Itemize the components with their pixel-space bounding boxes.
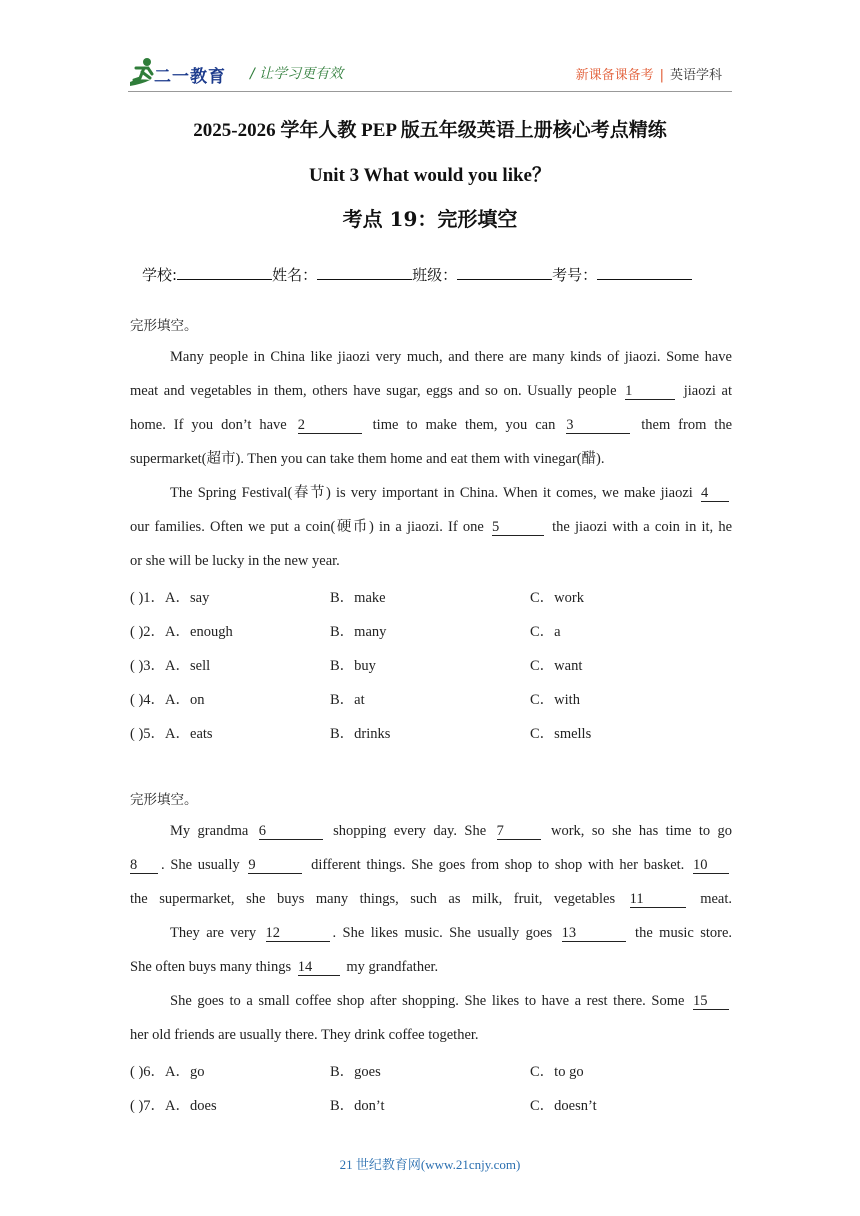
number-label: 考号： [552,266,598,284]
text: Many people in China like jiaozi very much, and there are many kinds of jiaozi. Some have [170,349,732,365]
option-c[interactable]: C．want [530,658,583,674]
text: supermarket(超市). Then you can take them home and eat them with vinegar(醋). [130,451,605,467]
blank-15[interactable]: 15 [693,993,729,1010]
text: The Spring Festival(春节) is very important in China. When it comes, we make jiaozi [170,485,693,501]
section1-paragraph1 [130,340,732,476]
option-a[interactable]: ( )4．A．on [130,692,205,708]
text: My grandma [170,823,249,839]
blank-6[interactable]: 6 [259,823,323,840]
option-b[interactable]: B．goes [330,1064,381,1080]
student-info [142,264,692,285]
option-b[interactable]: B．many [330,624,387,640]
option-c[interactable]: C．to go [530,1064,584,1080]
blank-10[interactable]: 10 [693,857,729,874]
section1-paragraph2 [130,476,732,578]
question-option-row[interactable] [130,688,732,708]
header-right [576,64,722,83]
text: home. If you don’t have [130,417,287,433]
blank-13[interactable]: 13 [562,925,626,942]
section2-paragraph2 [130,916,732,984]
text: jiaozi at [683,383,733,399]
class-label: 班级： [412,266,458,284]
option-c[interactable]: C．with [530,692,580,708]
text: or she will be lucky in the new year. [130,553,340,569]
blank-7[interactable]: 7 [497,823,541,840]
text: them from the [641,417,733,433]
question-option-row[interactable] [130,620,732,640]
text: meat and vegetables in them, others have sugar, eggs and so on. Usually people [130,383,617,399]
option-c[interactable]: C．a [530,624,561,640]
text: our families. Often we put a coin(硬币) in a jiaozi. If one [130,519,484,535]
slogan: / 让学习更有效 [250,66,344,82]
option-c[interactable]: C．doesn’t [530,1098,597,1114]
option-a[interactable]: ( )6．A．go [130,1064,205,1080]
page-footer[interactable]: 21 世纪教育网(www.21cnjy.com) [339,1157,521,1172]
section1-heading: 完形填空。 [130,318,198,334]
school-blank[interactable] [177,265,272,280]
option-b[interactable]: B．don’t [330,1098,385,1114]
header-divider [128,91,732,92]
question-option-row[interactable] [130,1060,732,1080]
option-b[interactable]: B．make [330,590,386,606]
text: . She usually [161,857,240,873]
blank-12[interactable]: 12 [266,925,330,942]
option-c[interactable]: C．smells [530,726,592,742]
question-option-row[interactable] [130,586,732,606]
blank-9[interactable]: 9 [248,857,302,874]
blank-4[interactable]: 4 [701,485,729,502]
text: They are very [170,925,257,941]
blank-3[interactable]: 3 [566,417,630,434]
option-a[interactable]: ( )1．A．say [130,590,210,606]
text: meat. [700,891,733,907]
question-option-row[interactable] [130,1094,732,1114]
blank-14[interactable]: 14 [298,959,340,976]
page-title: 2025-2026 学年人教 PEP 版五年级英语上册核心考点精练 [193,120,667,141]
option-b[interactable]: B．buy [330,658,376,674]
logo-text: 二一教育 [154,67,226,87]
text: the jiaozi with a coin in it, he [552,519,733,535]
number-blank[interactable] [597,265,692,280]
question-option-row[interactable] [130,654,732,674]
text: She goes to a small coffee shop after shopping. She likes to have a rest there. Some [170,993,685,1009]
header-tagline: 新课备课备考 [575,68,654,83]
blank-11[interactable]: 11 [630,891,686,908]
text: different things. She goes from shop to shop with her basket. [311,857,685,873]
class-blank[interactable] [457,265,552,280]
text: time to make them, you can [372,417,556,433]
header-separator: | [659,68,664,83]
page-header [128,56,732,90]
subject-label: 英语学科 [669,68,722,83]
name-label: 姓名： [272,266,318,284]
text: She often buys many things [130,959,292,975]
option-a[interactable]: ( )5．A．eats [130,726,213,742]
option-b[interactable]: B．drinks [330,726,391,742]
section2-paragraph1 [130,814,732,916]
option-a[interactable]: ( )7．A．does [130,1098,217,1114]
name-blank[interactable] [317,265,412,280]
section2-heading: 完形填空。 [130,792,198,808]
unit-title: Unit 3 What would you like？ [309,165,551,186]
blank-8[interactable]: 8 [130,857,158,874]
blank-2[interactable]: 2 [298,417,362,434]
option-a[interactable]: ( )2．A．enough [130,624,233,640]
blank-1[interactable]: 1 [625,383,675,400]
question-option-row[interactable] [130,722,732,742]
section2-paragraph3 [130,984,732,1052]
text: the supermarket, she buys many things, such as milk, fruit, vegetables [130,891,616,907]
text: my grandfather. [346,959,439,975]
brand-logo [128,56,238,88]
blank-5[interactable]: 5 [492,519,544,536]
text: the music store. [635,925,733,941]
text: work, so she has time to go [550,823,733,839]
topic-title: 考点 19：完形填空 [342,207,518,231]
text: shopping every day. She [333,823,487,839]
option-c[interactable]: C．work [530,590,584,606]
school-label: 学校: [142,266,178,284]
option-b[interactable]: B．at [330,692,365,708]
option-a[interactable]: ( )3．A．sell [130,658,211,674]
text: . She likes music. She usually goes [332,925,553,941]
text: her old friends are usually there. They drink coffee together. [130,1027,479,1043]
